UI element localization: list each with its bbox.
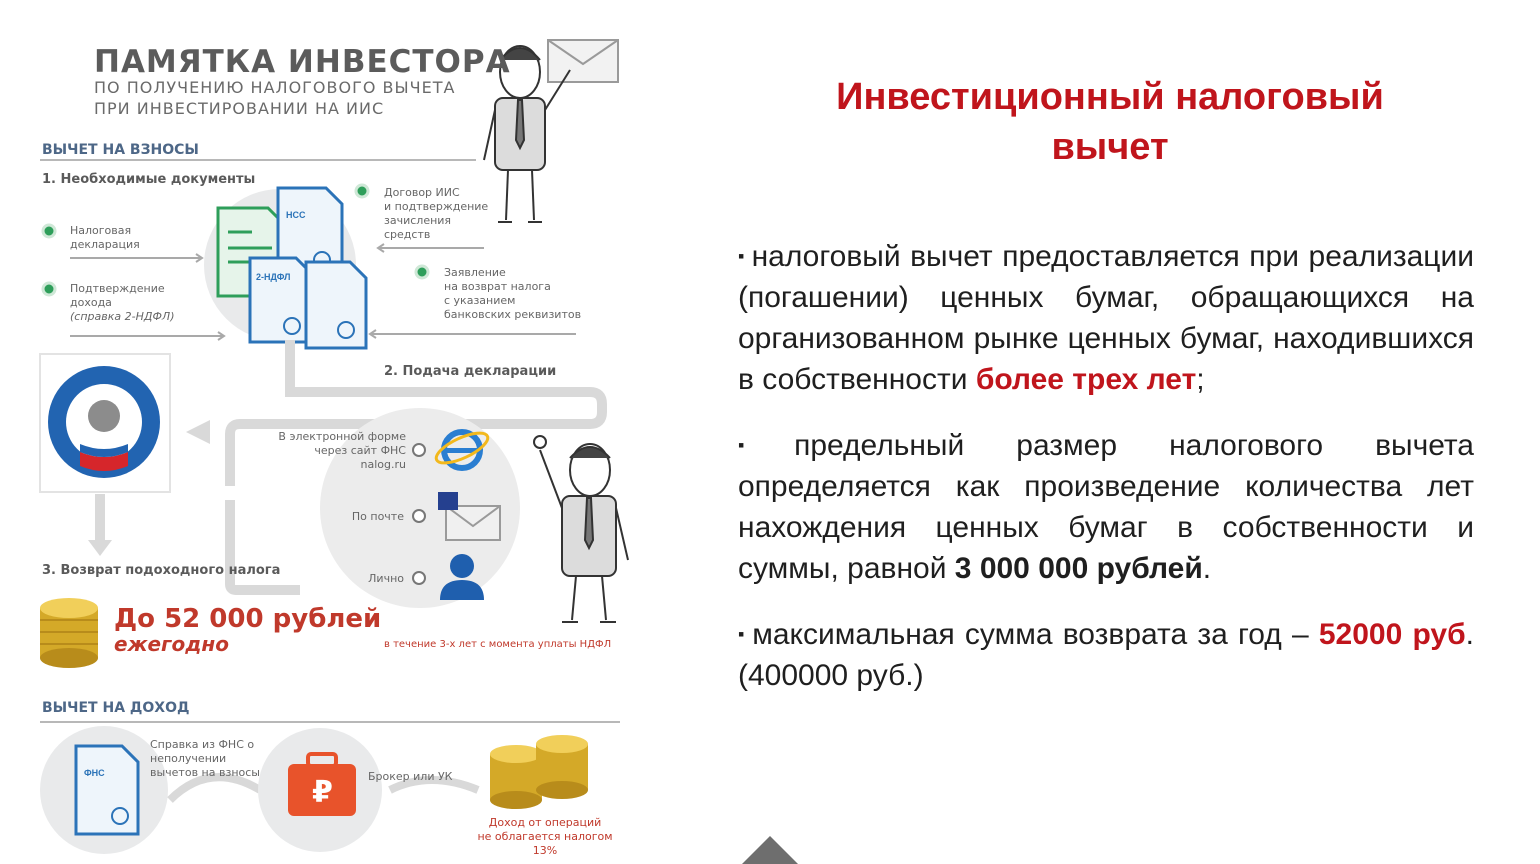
flow-arrow-head: [88, 540, 112, 556]
refund-period: ежегодно: [114, 632, 229, 656]
blue-document-icon: [306, 262, 366, 348]
slide-title-line: вычет: [1051, 126, 1169, 168]
slide-title-line: Инвестиционный налоговый: [836, 76, 1384, 118]
step-heading-refund: 3. Возврат подоходного налога: [42, 563, 281, 578]
gold-coins-icon: [490, 735, 588, 809]
infographic-subtitle: ПРИ ИНВЕСТИРОВАНИИ НА ИИС: [94, 99, 385, 118]
envelope-icon: [548, 40, 618, 82]
doc-contract-label: Договор ИИС и подтверждение зачисления средств: [384, 186, 489, 241]
bullet-item: ▪ предельный размер налогового вычета определяется как произведение количества лет нахождения ценных бумаг в собственности и суммы, равной 3 000 000 рублей.: [738, 429, 1474, 585]
refund-amount: До 52 000 рублей: [114, 604, 382, 634]
step-heading-submission: 2. Подача декларации: [384, 364, 557, 379]
submit-online-label: В электронной форме через сайт ФНС nalog.ru: [278, 430, 406, 471]
highlight-amount: 3 000 000 рублей: [954, 552, 1203, 585]
submit-personal-label: Лично: [368, 572, 404, 585]
bullet-dot-icon: [43, 283, 55, 295]
infographic-title: ПАМЯТКА ИНВЕСТОРА: [94, 44, 511, 80]
svg-text:₽: ₽: [312, 775, 333, 810]
fns-document-icon: [76, 746, 138, 834]
bullet-marker: ▪: [738, 435, 789, 455]
blue-document-icon: [250, 258, 312, 342]
flow-arrow-head: [186, 420, 210, 444]
bullet-item: ▪ налоговый вычет предоставляется при реализации (погашении) ценных бумаг, обращающихся на организованном рынке ценных бумаг, находившихся в собственности более трех лет;: [738, 240, 1474, 396]
paper-label: НСС: [286, 210, 306, 220]
doc-application-label: Заявление на возврат налога с указанием банковских реквизитов: [444, 266, 582, 321]
bullet-item: ▪ максимальная сумма возврата за год – 52000 руб. (400000 руб.): [738, 618, 1474, 692]
section-heading-contributions: ВЫЧЕТ НА ВЗНОСЫ: [42, 142, 199, 158]
doc-income-label: Подтверждение дохода (справка 2-НДФЛ): [70, 282, 175, 323]
infographic-subtitle: ПО ПОЛУЧЕНИЮ НАЛОГОВОГО ВЫЧЕТА: [94, 78, 456, 97]
section-heading-income: ВЫЧЕТ НА ДОХОД: [42, 700, 190, 716]
bullet-marker: ▪: [738, 246, 746, 266]
bullet-dot-icon: [416, 266, 428, 278]
fns-seal-text: [40, 494, 58, 495]
paper-label: ФНС: [84, 768, 105, 778]
bullet-marker: ▪: [738, 624, 747, 644]
gold-coins-icon: [40, 598, 98, 668]
highlight-amount: 52000 руб: [1318, 618, 1466, 651]
cartoon-man-bottom: [534, 436, 628, 622]
step-heading-documents: 1. Необходимые документы: [42, 172, 256, 187]
highlight-term: более трех лет: [975, 363, 1197, 396]
investor-memo-infographic: [0, 0, 680, 864]
paper-label: 2-НДФЛ: [256, 272, 291, 282]
fns-certificate-label: Справка из ФНС о неполучении вычетов на взносы: [150, 738, 260, 779]
slide-title: [760, 72, 1460, 172]
bullet-dot-icon: [43, 225, 55, 237]
broker-label: Брокер или УК: [368, 770, 453, 783]
submit-mail-label: По почте: [351, 510, 404, 523]
refund-term-note: в течение 3-х лет с момента уплаты НДФЛ: [384, 639, 612, 650]
doc-declaration-label: Налоговая декларация: [70, 224, 140, 251]
scroll-up-icon[interactable]: [742, 836, 798, 864]
income-tax-note: Доход от операций не облагается налогом 13%: [477, 816, 613, 857]
bullet-dot-icon: [356, 185, 368, 197]
bullet-list: [738, 236, 1474, 721]
